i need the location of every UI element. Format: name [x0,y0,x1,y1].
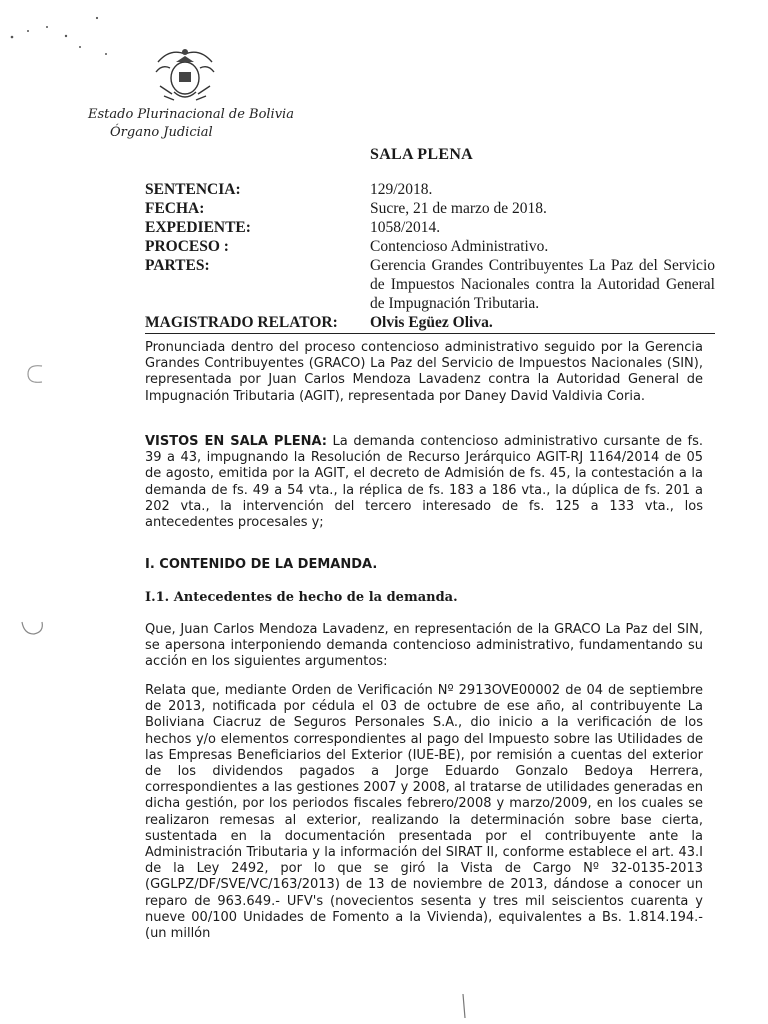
case-value: Contencioso Administrativo. [370,238,549,255]
case-row-sentencia [145,180,715,199]
case-label: EXPEDIENTE: [145,219,251,236]
bolivia-coat-of-arms-seal [150,42,220,108]
vistos-label: VISTOS EN SALA PLENA: [145,434,327,449]
institution-line-1: Estado Plurinacional de Bolivia [88,107,294,122]
case-label: MAGISTRADO RELATOR: [145,314,338,331]
page-edge-mark [455,990,475,1024]
section-heading: I. CONTENIDO DE LA DEMANDA. [145,557,378,572]
case-row-proceso [145,237,715,256]
case-value: 1058/2014. [370,219,441,236]
que-paragraph: Que, Juan Carlos Mendoza Lavadenz, en representación de la GRACO La Paz del SIN, se apersona interponiendo demanda contencioso administrativo, fundamentando su acción en los siguientes argumentos: [145,622,703,670]
vistos-paragraph [145,434,703,531]
chamber-title: SALA PLENA [370,146,474,163]
case-row-expediente [145,218,715,237]
case-row-partes [145,256,715,313]
institution-name [88,106,294,142]
case-value: 129/2018. [370,181,433,198]
case-info-block [145,180,715,334]
subsection-heading: I.1. Antecedentes de hecho de la demanda. [145,590,458,605]
vistos-text: La demanda contencioso administrativo cursante de fs. 39 a 43, impugnando la Resolución de Recurso Jerárquico AGIT-RJ 1164/2014 de 05 de agosto, emitida por la AGIT, el decreto de Admisión de fs. 45, la contestación a la demanda de fs. 49 a 54 vta., la réplica de fs. 183 a 186 vta., la dúplica de fs. 201 a 202 vta., la intervención del tercero interesado de fs. 125 a 133 vta., los antecedentes procesales y; [145,434,703,531]
relata-paragraph: Relata que, mediante Orden de Verificación Nº 2913OVE00002 de 04 de septiembre de 2013, notificada por cédula el 03 de octubre de ese año, al contribuyente La Boliviana Ciacruz de Seguros Personales S.A., dio inicio a la verificación de los hechos y/o elementos correspondientes al pago del Impuesto sobre las Utilidades de las Empresas Beneficiarios del Exterior (IUE-BE), por remisión a cuentas del exterior de los dividendos pagados a Jorge Eduardo Gonzalo Bedoya Herrera, correspondientes a las gestiones 2007 y 2008, al tratarse de utilidades generadas en dicha gestión, por los periodos fiscales febrero/2008 y marzo/2009, en los cuales se realizaron remesas al exterior, realizando la determinación sobre base cierta, sustentada en la documentación presentada por el contribuyente ante la Administración Tributaria y la información del SIRAT II, conforme establece el art. 43.I de la Ley 2492, por lo que se giró la Vista de Cargo Nº 32-0135-2013 (GGLPZ/DF/SVE/VC/163/2013) de 13 de noviembre de 2013, dándose a conocer un reparo de 963.649.- UFV's (novecientos sesenta y tres mil seiscientos cuarenta y nueve 00/100 Unidades de Fomento a la Vivienda), equivalentes a Bs. 1.814.194.- (un millón [145,683,703,942]
header-divider [145,333,715,334]
case-label: PARTES: [145,257,210,274]
case-row-fecha [145,199,715,218]
scan-speckles [0,0,130,60]
institution-line-2: Órgano Judicial [110,125,213,140]
case-value: Olvis Egüez Oliva. [370,314,493,331]
case-label: SENTENCIA: [145,181,241,198]
case-row-magistrado [145,313,715,332]
case-label: PROCESO : [145,238,229,255]
intro-paragraph: Pronunciada dentro del proceso contencioso administrativo seguido por la Gerencia Grandes Contribuyentes (GRACO) La Paz del Servicio de Impuestos Nacionales (SIN), representada por Juan Carlos Mendoza Lavadenz contra la Autoridad General de Impugnación Tributaria (AGIT), representada por Daney David Valdivia Coria. [145,340,703,404]
hole-punch-mark-lower [16,616,48,640]
case-label: FECHA: [145,200,205,217]
case-value: Sucre, 21 de marzo de 2018. [370,200,547,217]
case-value: Gerencia Grandes Contribuyentes La Paz del Servicio de Impuestos Nacionales contra la Autoridad General de Impugnación Tributaria. [370,257,715,312]
hole-punch-mark-upper [20,362,50,386]
